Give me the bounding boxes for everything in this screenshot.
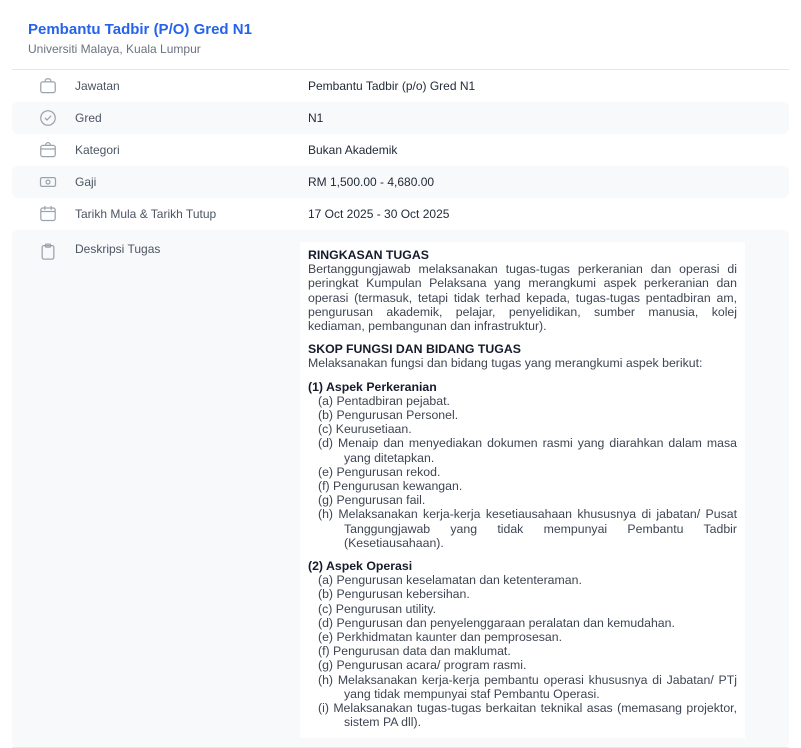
field-value: 17 Oct 2025 - 30 Oct 2025: [308, 207, 450, 221]
field-label: Deskripsi Tugas: [75, 242, 161, 256]
field-label: Tarikh Mula & Tarikh Tutup: [75, 207, 217, 221]
description-list-item: (a) Pengurusan keselamatan dan ketenteraman.: [318, 573, 582, 588]
description-list-items: [318, 394, 737, 550]
description-list-item: (e) Pengurusan rekod.: [318, 464, 441, 479]
job-institution: Universiti Malaya, Kuala Lumpur: [28, 42, 201, 56]
description-list-heading: (1) Aspek Perkeranian: [308, 379, 437, 394]
description-list-item: (f) Pengurusan kewangan.: [318, 479, 463, 494]
description-list-item: (g) Pengurusan fail.: [318, 493, 426, 508]
description-list-item: (e) Perkhidmatan kaunter dan pemprosesan.: [318, 630, 563, 645]
description-list-items: [318, 573, 737, 729]
description-list-item: (i) Melaksanakan tugas-tugas berkaitan teknikal asas (memasang projektor, sistem PA dll).: [318, 701, 737, 730]
description-list-heading: (2) Aspek Operasi: [308, 559, 413, 574]
description-list-item: (f) Pengurusan data dan maklumat.: [318, 644, 511, 659]
field-label: Kategori: [75, 143, 120, 157]
briefcase-icon: [38, 76, 58, 96]
field-label: Gaji: [75, 175, 97, 189]
field-value: RM 1,500.00 - 4,680.00: [308, 175, 435, 189]
field-value: Bukan Akademik: [308, 143, 398, 157]
clipboard-icon: [38, 242, 58, 262]
check-circle-icon: [38, 108, 58, 128]
description-list: [308, 559, 737, 729]
description-paragraph: Bertanggungjawab melaksanakan tugas-tugas perkeranian dan operasi di peringkat Kumpulan Pelaksana yang merangkumi aspek perkeranian dan operasi (termasuk, tetapi tidak terhad kepada, tugas-tugas pentadbiran am, pengurusan akademik, pelajar, penyelidikan, sumber manusia, kolej kediaman, pembangunan dan infrastruktur).: [308, 262, 737, 334]
table-row: [12, 70, 789, 102]
field-label: Jawatan: [75, 79, 120, 93]
description-list-item: (a) Pentadbiran pejabat.: [318, 393, 450, 408]
description-list: [308, 380, 737, 550]
table-row: [12, 134, 789, 166]
description-list-item: (c) Pengurusan utility.: [318, 601, 437, 616]
banknote-icon: [38, 172, 58, 192]
job-header: [12, 0, 789, 69]
description-list-item: (b) Pengurusan Personel.: [318, 408, 459, 423]
description-list-item: (h) Melaksanakan kerja-kerja kesetiausahaan khususnya di jabatan/ Pusat Tanggungjawab yang tidak mempunyai Pembantu Tadbir (Kesetiausahaan).: [318, 507, 737, 550]
table-row: [12, 198, 789, 230]
job-details-table: [12, 69, 789, 748]
table-row: [12, 230, 789, 747]
job-description-card: [300, 242, 745, 738]
description-paragraph: Melaksanakan fungsi dan bidang tugas yang merangkumi aspek berikut:: [308, 356, 703, 371]
calendar-icon: [38, 204, 58, 224]
description-list-item: (g) Pengurusan acara/ program rasmi.: [318, 658, 527, 673]
description-list-item: (d) Menaip dan menyediakan dokumen rasmi yang diarahkan dalam masa yang ditetapkan.: [318, 436, 737, 465]
field-value: Pembantu Tadbir (p/o) Gred N1: [308, 79, 476, 93]
description-list-item: (h) Melaksanakan kerja-kerja pembantu operasi khususnya di Jabatan/ PTj yang tidak mempunyai staf Pembantu Operasi.: [318, 672, 737, 701]
field-label: Gred: [75, 111, 102, 125]
table-row: [12, 102, 789, 134]
description-list-item: (c) Keurusetiaan.: [318, 422, 412, 437]
description-list-item: (d) Pengurusan dan penyelenggaraan peralatan dan kemudahan.: [318, 615, 675, 630]
job-title-link[interactable]: Pembantu Tadbir (P/O) Gred N1: [28, 21, 252, 38]
bag-icon: [38, 140, 58, 160]
description-heading: SKOP FUNGSI DAN BIDANG TUGAS: [308, 342, 521, 357]
table-row: [12, 166, 789, 198]
field-value: N1: [308, 111, 324, 125]
description-list-item: (b) Pengurusan kebersihan.: [318, 587, 470, 602]
description-heading: RINGKASAN TUGAS: [308, 248, 429, 262]
